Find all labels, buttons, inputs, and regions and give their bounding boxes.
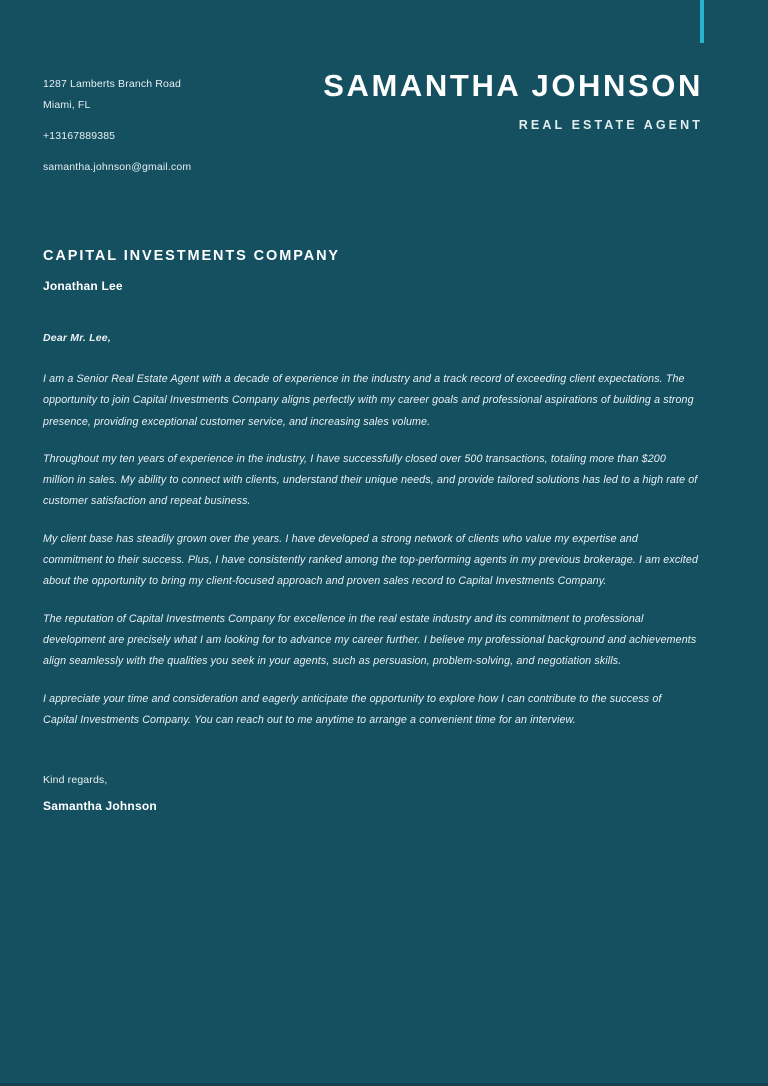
- letter-paragraph: The reputation of Capital Investments Company for excellence in the real estate industry and its commitment to professional development are precisely what I am looking for to advance my career further. I believe my professional background and achievements align seamlessly with the qualities you seek in your agents, such as persuasion, problem-solving, and negotiation skills.: [43, 612, 697, 668]
- accent-bar-decoration: [700, 0, 704, 43]
- contact-email[interactable]: samantha.johnson@gmail.com: [43, 161, 192, 173]
- recipient-company-name: CAPITAL INVESTMENTS COMPANY: [43, 248, 341, 264]
- identity-block: [323, 68, 703, 132]
- letter-closing: [43, 771, 698, 813]
- applicant-full-name: SAMANTHA JOHNSON: [323, 68, 703, 103]
- signature-name: Samantha Johnson: [43, 799, 157, 814]
- letter-salutation: Dear Mr. Lee,: [43, 332, 111, 344]
- letter-paragraph: My client base has steadily grown over the years. I have developed a strong network of clients who value my expertise and commitment to their success. Plus, I have consistently ranked among the top-performing agents in my previous brokerage. I am excited about the opportunity to bring my client-focused approach and proven sales record to Capital Investments Company.: [43, 532, 699, 588]
- contact-address-line2: Miami, FL: [43, 99, 91, 111]
- contact-address-line1: 1287 Lamberts Branch Road: [43, 78, 181, 90]
- letter-paragraph: I appreciate your time and consideration and eagerly anticipate the opportunity to explore how I can contribute to the success of Capital Investments Company. You can reach out to me anytime to arrange a convenient time for an interview.: [43, 692, 662, 726]
- contact-phone[interactable]: +13167889385: [43, 130, 116, 142]
- closing-phrase: Kind regards,: [43, 774, 108, 787]
- recipient-contact-person: Jonathan Lee: [43, 279, 123, 293]
- recipient-block: [43, 246, 340, 293]
- contact-block: [43, 68, 191, 178]
- letter-paragraph: Throughout my ten years of experience in the industry, I have successfully closed over 500 transactions, totaling more than $200 million in sales. My ability to connect with clients, understand their unique needs, and provide tailored solutions has led to a high rate of customer satisfaction and repeat business.: [43, 452, 698, 508]
- letter-body: [43, 329, 698, 813]
- letter-header: [43, 68, 703, 178]
- applicant-job-title: REAL ESTATE AGENT: [518, 118, 703, 132]
- letter-paragraph: I am a Senior Real Estate Agent with a decade of experience in the industry and a track record of exceeding client expectations. The opportunity to join Capital Investments Company aligns perfectly with my career goals and professional aspirations of building a strong presence, providing exceptional customer service, and increasing sales volume.: [43, 373, 694, 428]
